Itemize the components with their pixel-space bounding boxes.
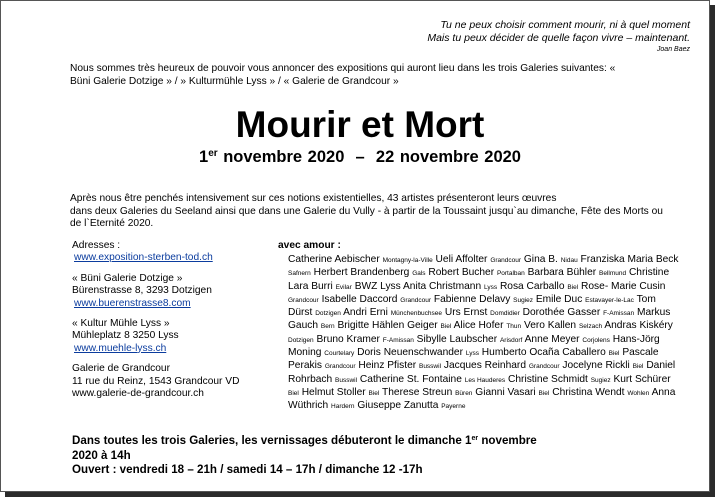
artist-name: Vero Kallen <box>523 320 577 332</box>
artist-location: Hardern <box>331 403 355 411</box>
artist-location: Thun <box>506 323 522 331</box>
artist-name: Kurt Schürer <box>613 373 671 385</box>
artist-location: Les Hauderes <box>464 376 506 384</box>
artist-location: Büren <box>455 389 473 397</box>
artist-location: F-Amissan <box>603 310 635 318</box>
artist-location: Münchenbuchsee <box>390 310 443 318</box>
artist-location: Wohlen <box>627 389 650 397</box>
artist-location: Selzach <box>578 323 603 331</box>
artist-name: Christina Wendt <box>552 386 625 398</box>
artist-location: Portalban <box>496 270 525 278</box>
artist-name: BWZ Lyss Anita Christmann <box>354 280 482 292</box>
vernissage-time: 2020 à 14h <box>72 448 131 462</box>
artist-location: Payerne <box>441 403 466 411</box>
artist-name: Barbara Bühler <box>527 267 597 279</box>
artist-name: Anne Meyer <box>524 333 580 345</box>
artist-location: Nidau <box>560 257 578 264</box>
artist-name: Jacques Reinhard <box>443 360 526 372</box>
artists-heading: avec amour : <box>278 240 341 251</box>
opening-info <box>72 434 632 478</box>
artist-location: Biel <box>608 350 620 358</box>
link-exposition[interactable]: www.exposition-sterben-tod.ch <box>74 252 213 264</box>
artist-name: Daniel Rohrbach <box>288 360 676 385</box>
artist-location: Dotzigen <box>315 310 341 318</box>
artist-location: Biel <box>440 323 452 331</box>
grandcour-street: 11 rue du Reinz, 1543 Grandcour VD <box>72 375 240 387</box>
description-paragraph <box>70 193 670 231</box>
artist-location: Safnern <box>288 270 311 278</box>
addresses-label: Adresses : <box>72 240 121 251</box>
page-title: Mourir et Mort <box>235 104 485 145</box>
buni-name: « Büni Galerie Dotzige » <box>72 272 183 284</box>
artist-location: Biel <box>288 389 299 397</box>
artist-name: Therese Streun <box>382 386 453 398</box>
artist-name: Pascale Perakis <box>288 347 659 372</box>
artist-name: Robert Bucher <box>428 267 495 279</box>
artist-name: Franziska Maria Beck <box>580 254 679 265</box>
grandcour-name: Galerie de Grandcour <box>72 363 170 375</box>
artist-name: Catherine St. Fontaine <box>359 373 462 385</box>
artist-location: Corjolens <box>582 336 610 344</box>
artist-name: Bruno Kramer <box>316 333 380 345</box>
artist-name: Doris Neuenschwander <box>357 347 463 359</box>
date-range-rest: novembre 2020 – 22 novembre 2020 <box>217 148 521 166</box>
artist-name: Markus Gauch <box>288 307 671 332</box>
vernissage-text: Dans toutes les trois Galeries, les vernissages débuteront le dimanche 1 <box>72 434 472 447</box>
artist-location: Arisdorf <box>499 336 523 344</box>
quote-line-2: Mais tu peux décider de quelle façon vivre – maintenant. <box>427 32 690 44</box>
artist-location: Grandcour <box>490 257 522 264</box>
artist-name: Dorothée Gasser <box>522 307 601 319</box>
artist-name: Anna Wüthrich <box>288 386 676 412</box>
artist-name: Humberto Ocaña Caballero <box>481 347 606 359</box>
artist-name: Catherine Aebischer <box>288 254 380 265</box>
artist-location: Estavayer-le-Lac <box>585 296 634 304</box>
start-day-suffix: er <box>208 148 218 159</box>
artist-name: Sibylle Laubscher <box>416 333 498 345</box>
artist-name: Gina B. <box>523 254 558 265</box>
vernissage-month: novembre <box>478 434 537 447</box>
artist-location: Biel <box>567 283 579 291</box>
opening-hours: Ouvert : vendredi 18 – 21h / samedi 14 – 17h / dimanche 12 -17h <box>72 463 423 476</box>
artist-name: Hans-Jörg Moning <box>288 333 660 359</box>
artist-location: Grandcour <box>288 296 319 304</box>
artist-name: Fabienne Delavy <box>433 293 511 305</box>
artist-location: Evilar <box>335 283 352 291</box>
artist-location: Montagny-la-Ville <box>382 257 433 264</box>
description-line-2: dans deux Galeries du Seeland ainsi que dans une Galerie du Vully - à partir de la Toussaint jusqu`au dimanche, Fête des Morts ou de l`Eternité 2020. <box>70 205 663 230</box>
artist-location: Sugiez <box>513 296 534 304</box>
link-kultur[interactable]: www.muehle-lyss.ch <box>74 342 167 354</box>
artist-name: Helmut Stoller <box>301 386 366 398</box>
artist-location: Courtelary <box>324 350 355 358</box>
artist-name: Urs Ernst <box>444 307 488 319</box>
artist-location: Grandcour <box>324 363 356 371</box>
artist-name: Jocelyne Rickli <box>562 360 630 372</box>
vernissage-day-suffix: er <box>471 435 479 442</box>
artist-location: F-Amissan <box>382 336 414 344</box>
artist-name: Alice Hofer <box>453 320 504 332</box>
artist-name: Ueli Affolter <box>435 254 488 265</box>
artist-name: Brigitte Hählen Geiger <box>337 320 438 332</box>
artists-list <box>288 254 680 414</box>
artist-name: Tom Dürst <box>288 293 656 319</box>
artist-location: Grandcour <box>400 296 432 304</box>
description-line-1: Après nous être penchés intensivement sur ces notions existentielles, 43 artistes présenteront leurs œuvres <box>70 193 557 204</box>
addresses-section <box>72 240 272 408</box>
artist-name: Christine Lara Burri <box>288 267 670 292</box>
artist-name: Giuseppe Zanutta <box>357 400 439 412</box>
kultur-street: Mühleplatz 8 3250 Lyss <box>72 330 179 342</box>
artist-location: Lyss <box>483 283 498 291</box>
artist-name: Herbert Brandenberg <box>313 267 410 279</box>
artist-name: Andri Erni <box>343 307 388 319</box>
artist-name: Christine Schmidt <box>508 373 588 385</box>
quote-line-1: Tu ne peux choisir comment mourir, ni à quel moment <box>440 19 690 31</box>
artist-location: Grandcour <box>528 363 560 371</box>
artist-location: Bellmund <box>598 270 627 278</box>
intro-paragraph: Nous sommes très heureux de pouvoir vous annoncer des expositions qui auront lieu dans les trois Galeries suivantes: « Büni Galerie Dotzige » / » Kulturmühle Lyss » / « Galerie de Grandcour » <box>70 63 616 87</box>
artist-location: Busswil <box>335 376 358 384</box>
artist-location: Bern <box>320 323 335 331</box>
quote-author: Joan Baez <box>656 46 690 53</box>
artist-location: Busswil <box>418 363 442 371</box>
artist-name: Rosa Carballo <box>499 280 565 292</box>
artist-location: Biel <box>538 389 550 397</box>
artist-location: Gals <box>412 270 426 278</box>
buni-street: Bürenstrasse 8, 3293 Dotzigen <box>72 285 212 297</box>
artist-name: Andras Kiskéry <box>604 320 673 332</box>
artist-location: Lyss <box>465 350 479 358</box>
artist-location: Dotzigen <box>288 336 314 344</box>
artist-location: Biel <box>368 389 380 397</box>
epigraph-quote <box>427 19 690 54</box>
artist-name: Gianni Vasari <box>475 386 536 398</box>
grandcour-web: www.galerie-de-grandcour.ch <box>72 388 204 400</box>
artist-name: Rose- Marie Cusin <box>581 280 666 292</box>
vernissage-line <box>72 434 632 449</box>
artist-name: Emile Duc <box>535 293 583 305</box>
start-day: 1 <box>199 148 209 166</box>
link-buni[interactable]: www.buerenstrasse8.com <box>74 297 191 309</box>
artist-location: Domdidier <box>490 310 520 318</box>
artist-location: Biel <box>632 363 644 371</box>
artist-name: Isabelle Daccord <box>321 293 398 305</box>
artist-location: Sugiez <box>590 376 611 384</box>
artist-name: Heinz Pfister <box>358 360 417 372</box>
kultur-name: « Kultur Mühle Lyss » <box>72 318 170 330</box>
exhibition-dates <box>0 147 720 167</box>
